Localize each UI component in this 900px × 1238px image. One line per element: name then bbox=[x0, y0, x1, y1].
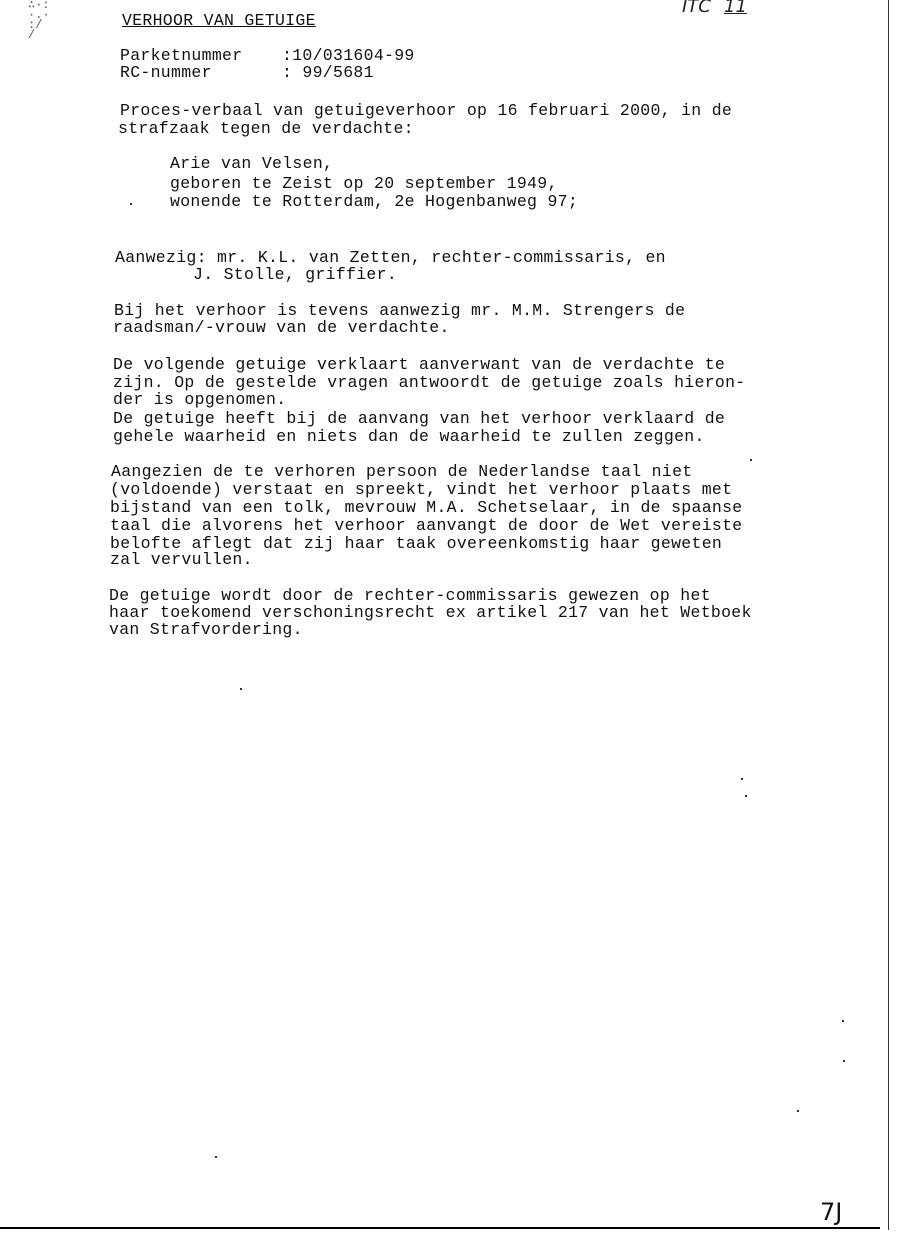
scan-speckle-decoration: ∴·: ·.· :/ / bbox=[28, 0, 50, 42]
counsel-line-2: raadsman/-vrouw van de verdachte. bbox=[113, 318, 450, 337]
interpreter-line-2: (voldoende) verstaat en spreekt, vindt het verhoor plaats met bbox=[110, 480, 733, 499]
rc-value: : 99/5681 bbox=[282, 63, 374, 82]
rc-label: RC-nummer bbox=[120, 63, 212, 82]
scan-edge-right bbox=[888, 0, 889, 1230]
scan-dot bbox=[797, 1110, 799, 1112]
scan-dot bbox=[842, 1020, 844, 1022]
interpreter-line-1: Aangezien de te verhoren persoon de Nederlandse taal niet bbox=[111, 462, 693, 481]
suspect-birth: geboren te Zeist op 20 september 1949, bbox=[170, 174, 558, 193]
scan-dot bbox=[741, 778, 743, 780]
intro-line-1: Proces-verbaal van getuigeverhoor op 16 februari 2000, in de bbox=[120, 101, 733, 120]
interpreter-line-6: zal vervullen. bbox=[110, 550, 253, 569]
rights-line-1: De getuige wordt door de rechter-commissaris gewezen op het bbox=[109, 586, 711, 605]
scan-dot bbox=[130, 203, 132, 205]
page-number: 7J bbox=[820, 1198, 843, 1226]
suspect-name: Arie van Velsen, bbox=[170, 154, 334, 173]
witness-line-3: der is opgenomen. bbox=[113, 390, 287, 409]
corner-annotation-1: ITC bbox=[682, 0, 711, 17]
present-line-2: J. Stolle, griffier. bbox=[193, 265, 398, 284]
scan-edge-bottom bbox=[0, 1227, 880, 1229]
witness-line-4: De getuige heeft bij de aanvang van het verhoor verklaard de bbox=[113, 409, 726, 428]
suspect-residence: wonende te Rotterdam, 2e Hogenbanweg 97; bbox=[170, 192, 579, 211]
scan-dot bbox=[240, 688, 242, 690]
parket-value: :10/031604-99 bbox=[282, 46, 415, 65]
scan-dot bbox=[843, 1060, 845, 1062]
interpreter-line-3: bijstand van een tolk, mevrouw M.A. Schetselaar, in de spaanse bbox=[110, 498, 743, 517]
counsel-line-1: Bij het verhoor is tevens aanwezig mr. M.M. Strengers de bbox=[114, 301, 686, 320]
rights-line-2: haar toekomend verschoningsrecht ex artikel 217 van het Wetboek bbox=[109, 603, 752, 622]
witness-line-5: gehele waarheid en niets dan de waarheid te zullen zeggen. bbox=[113, 427, 705, 446]
parket-label: Parketnummer bbox=[120, 46, 243, 65]
document-title: VERHOOR VAN GETUIGE bbox=[122, 11, 316, 30]
intro-line-2: strafzaak tegen de verdachte: bbox=[118, 119, 414, 138]
corner-annotation-2: 11 bbox=[724, 0, 747, 17]
scan-dot bbox=[215, 1156, 217, 1158]
interpreter-line-5: belofte aflegt dat zij haar taak overeenkomstig haar geweten bbox=[110, 534, 723, 553]
present-line-1: Aanwezig: mr. K.L. van Zetten, rechter-commissaris, en bbox=[115, 248, 666, 267]
witness-line-1: De volgende getuige verklaart aanverwant van de verdachte te bbox=[113, 355, 726, 374]
interpreter-line-4: taal die alvorens het verhoor aanvangt de door de Wet vereiste bbox=[110, 516, 743, 535]
scan-dot bbox=[745, 795, 747, 797]
rights-line-3: van Strafvordering. bbox=[109, 620, 303, 639]
scan-dot bbox=[750, 459, 752, 461]
witness-line-2: zijn. Op de gestelde vragen antwoordt de getuige zoals hieron- bbox=[113, 373, 746, 392]
